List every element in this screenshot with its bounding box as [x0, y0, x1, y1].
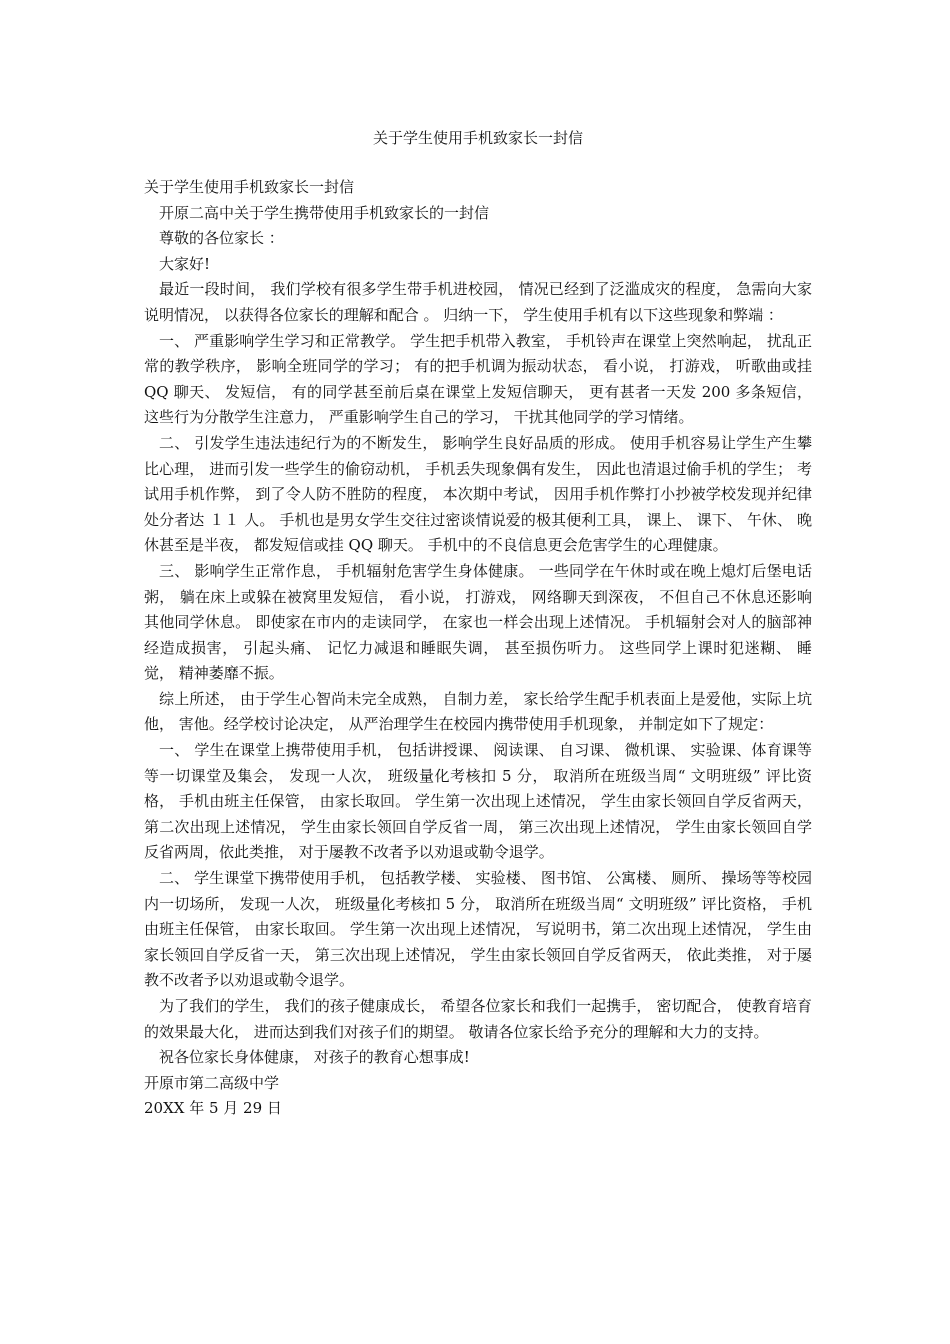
document-title: 关于学生使用手机致家长一封信 — [372, 129, 583, 147]
closing-paragraph: 为了我们的学生， 我们的孩子健康成长， 希望各位家长和我们一起携手， 密切配合， 使教育培育的效果最大化， 进而达到我们对孩子们的期望。 敬请各位家长给予充分的理解和大力的支持。 — [144, 997, 812, 1041]
intro-paragraph: 最近一段时间， 我们学校有很多学生带手机进校园， 情况已经到了泛滥成灾的程度， 急需向大家说明情况， 以获得各位家长的理解和配合 。 归纳一下， 学生使用手机有以下这些现象和弊端 ： — [144, 280, 812, 324]
issue-three-paragraph: 三、 影响学生正常作息， 手机辐射危害学生身体健康。 一些同学在午休时或在晚上熄灯后堡电话粥， 躺在床上或躲在被窝里发短信， 看小说， 打游戏， 网络聊天到深夜， 不但自己不休息还影响其他同学休息。 即使家在市内的走读同学， 在家也一样会出现上述情况。 手机辐射会对人的脑部神经造成损害， 引起头痛、 记忆力减退和睡眠失调， 甚至损伤听力。 这些同学上课时犯迷糊、 睡觉， 精神萎靡不振。 — [144, 561, 812, 683]
issue-one-paragraph: 一、 严重影响学生学习和正常教学。 学生把手机带入教室， 手机铃声在课堂上突然响起， 扰乱正常的教学秩序， 影响全班同学的学习； 有的把手机调为振动状态， 看小说， 打游戏， 听歌曲或挂 QQ 聊天、 发短信， 有的同学甚至前后桌在课堂上发短信聊天， 更有甚者一天发 200 多条短信， 这些行为分散学生注意力， 严重影响学生自己的学习， 干扰其他同学的学习情绪。 — [144, 331, 812, 427]
issue-two-paragraph: 二、 引发学生违法违纪行为的不断发生， 影响学生良好品质的形成。 使用手机容易让学生产生攀比心理， 进而引发一些学生的偷窃动机， 手机丢失现象偶有发生， 因此也清退过偷手机的学生； 考试用手机作弊， 到了令人防不胜防的程度， 本次期中考试， 因用手机作弊打小抄被学校发现并纪律处分者达 １１ 人。 手机也是男女学生交往过密谈情说爱的极其便利工具， 课上、 课下、 午休、 晚休甚至是半夜， 都发短信或挂 QQ 聊天。 手机中的不良信息更会危害学生的心理健康。 — [144, 433, 812, 555]
document-body — [144, 175, 812, 1122]
summary-paragraph: 综上所述， 由于学生心智尚未完全成熟， 自制力差， 家长给学生配手机表面上是爱他，实际上坑他， 害他。经学校讨论决定， 从严治理学生在校园内携带使用手机现象， 并制定如下了规定： — [144, 689, 812, 734]
document-page — [144, 0, 812, 1344]
salutation: 尊敬的各位家长 ： — [159, 229, 284, 248]
signature-date: 20XX 年 5 月 29 日 — [144, 1099, 282, 1118]
greeting: 大家好! — [159, 254, 211, 273]
rule-two-paragraph: 二、 学生课堂下携带使用手机， 包括教学楼、 实验楼、 图书馆、 公寓楼、 厕所、 操场等等校园内一切场所， 发现一人次， 班级量化考核扣 5 分， 取消所在班级当周“ 文明班级” 评比资格， 手机由班主任保管， 由家长取回。 学生第一次出现上述情况， 写说明书，第二次出现上述情况， 学生由家长领回自学反省一天， 第三次出现上述情况， 学生由家长领回自学反省两天， 依此类推， 对于屡教不改者予以劝退或勒令退学。 — [144, 869, 812, 990]
body-heading: 关于学生使用手机致家长一封信 — [144, 178, 355, 196]
letter-subtitle: 开原二高中关于学生携带使用手机致家长的一封信 — [159, 203, 490, 222]
signature-school: 开原市第二高级中学 — [144, 1073, 280, 1092]
wishes-line: 祝各位家长身体健康， 对孩子的教育心想事成! — [159, 1048, 470, 1067]
rule-one-paragraph: 一、 学生在课堂上携带使用手机， 包括讲授课、 阅读课、 自习课、 微机课、 实验课、体育课等等一切课堂及集会， 发现一人次， 班级量化考核扣 5 分， 取消所在班级当周“ 文明班级” 评比资格， 手机由班主任保管， 由家长取回。 学生第一次出现上述情况， 学生由家长领回自学反省两天， 第二次出现上述情况， 学生由家长领回自学反省一周， 第三次出现上述情况， 学生由家长领回自学反省两周，依此类推， 对于屡教不改者予以劝退或勒令退学。 — [144, 741, 812, 862]
